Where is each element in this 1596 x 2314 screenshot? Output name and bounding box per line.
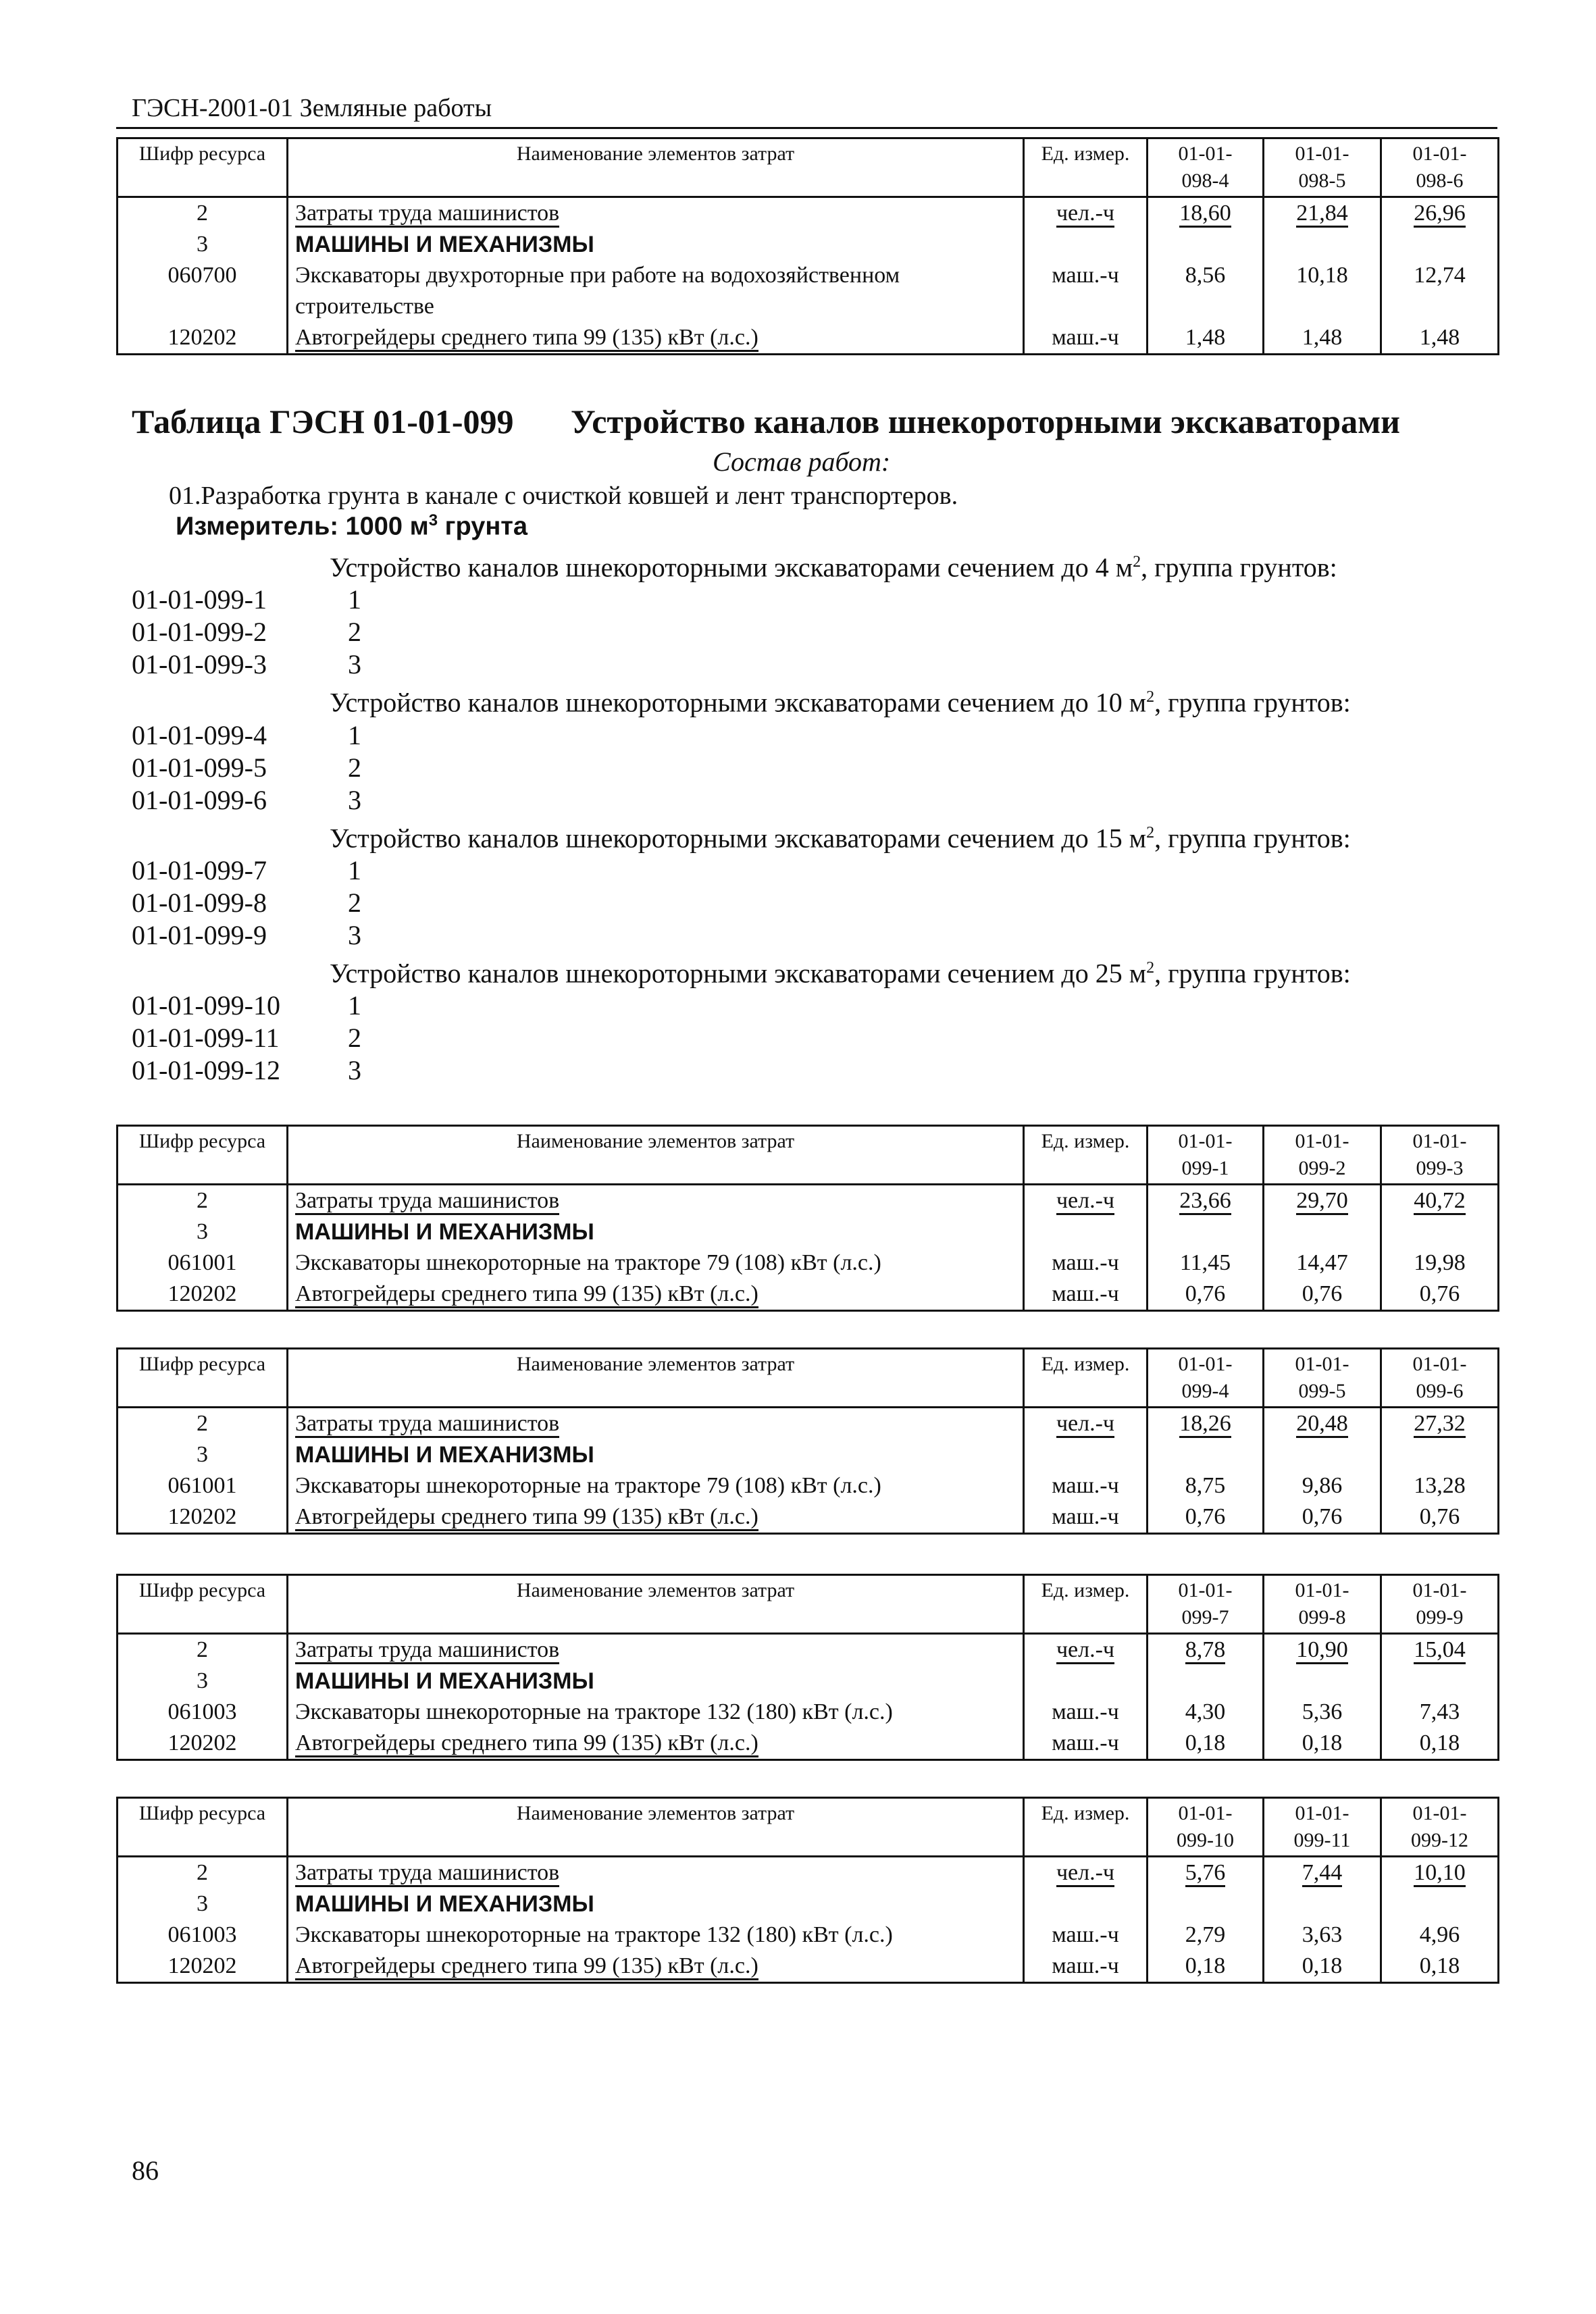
resource-unit: чел.-ч — [1024, 1185, 1148, 1217]
resource-unit: чел.-ч — [1024, 1857, 1148, 1889]
resource-value: 20,48 — [1264, 1408, 1381, 1440]
col-header-norm: 01-01- 099-12 — [1381, 1798, 1499, 1857]
col-header-name: Наименование элементов затрат — [288, 1349, 1024, 1408]
norm-code: 01-01-099-4 — [132, 719, 267, 750]
norm-code: 01-01-099-1 — [132, 584, 267, 615]
col-header-norm: 01-01- 099-1 — [1148, 1126, 1264, 1185]
col-header-code: Шифр ресурса — [118, 1349, 288, 1408]
table-header-row — [118, 138, 1499, 197]
resource-code: 060700 — [118, 260, 288, 322]
table-row — [118, 260, 1499, 322]
col-header-norm: 01-01- 099-9 — [1381, 1575, 1499, 1634]
labor-row — [118, 1857, 1499, 1889]
resource-unit: маш.-ч — [1024, 260, 1148, 322]
resource-code: 061001 — [118, 1248, 288, 1279]
resource-unit: чел.-ч — [1024, 1634, 1148, 1666]
meter-line: Измеритель: 1000 $м^3$ грунта — [176, 511, 528, 541]
col-header-norm: 01-01- 099-2 — [1264, 1126, 1381, 1185]
section-title: МАШИНЫ И МЕХАНИЗМЫ — [288, 1888, 1024, 1920]
resource-table — [116, 1347, 1499, 1535]
list-item — [132, 919, 1415, 952]
soil-group: 1 — [348, 990, 361, 1021]
resource-unit: маш.-ч — [1024, 1501, 1148, 1534]
resource-value: 0,76 — [1381, 1279, 1499, 1311]
col-header-name: Наименование элементов затрат — [288, 1798, 1024, 1857]
resource-name: Автогрейдеры среднего типа 99 (135) кВт (л.с.) — [288, 1728, 1024, 1760]
resource-name: Экскаваторы шнекороторные на тракторе 79 (108) кВт (л.с.) — [288, 1248, 1024, 1279]
resource-value: 10,10 — [1381, 1857, 1499, 1889]
section-row — [118, 1216, 1499, 1248]
norm-code: 01-01-099-9 — [132, 919, 267, 950]
list-item — [132, 719, 1415, 752]
resource-value: 7,43 — [1381, 1697, 1499, 1728]
resource-unit: маш.-ч — [1024, 1951, 1148, 1983]
col-header-norm: 01-01- 098-5 — [1264, 138, 1381, 197]
resource-unit: чел.-ч — [1024, 197, 1148, 230]
col-header-unit: Ед. измер. — [1024, 1349, 1148, 1408]
col-header-norm: 01-01- 099-6 — [1381, 1349, 1499, 1408]
list-item — [132, 616, 1415, 648]
resource-value: 9,86 — [1264, 1470, 1381, 1501]
table-row — [118, 1920, 1499, 1951]
table-row — [118, 1501, 1499, 1534]
resource-value: 0,18 — [1381, 1951, 1499, 1983]
list-item — [132, 584, 1415, 616]
resource-value: 27,32 — [1381, 1408, 1499, 1440]
group-heading: Устройство каналов шнекороторными экскаваторами сечением до 4 $м^2$, группа грунтов: — [330, 552, 1337, 583]
resource-value: 1,48 — [1381, 322, 1499, 355]
section-code: 3 — [118, 1216, 288, 1248]
table-name: Устройство каналов шнекороторными экскаваторами — [571, 403, 1400, 440]
list-item — [132, 854, 1415, 887]
resource-value: 5,76 — [1148, 1857, 1264, 1889]
norm-code: 01-01-099-5 — [132, 752, 267, 783]
resource-value: 0,18 — [1264, 1951, 1381, 1983]
resource-value: 14,47 — [1264, 1248, 1381, 1279]
resource-code: 2 — [118, 1857, 288, 1889]
list-item — [132, 784, 1415, 817]
resource-name: Затраты труда машинистов — [288, 197, 1024, 230]
resource-code: 120202 — [118, 322, 288, 355]
resource-value: 15,04 — [1381, 1634, 1499, 1666]
labor-row — [118, 1634, 1499, 1666]
resource-value: 2,79 — [1148, 1920, 1264, 1951]
resource-code: 120202 — [118, 1951, 288, 1983]
col-header-name: Наименование элементов затрат — [288, 1126, 1024, 1185]
col-header-code: Шифр ресурса — [118, 138, 288, 197]
col-header-norm: 01-01- 098-4 — [1148, 138, 1264, 197]
resource-value: 11,45 — [1148, 1248, 1264, 1279]
norm-code: 01-01-099-12 — [132, 1055, 280, 1086]
resource-value: 1,48 — [1148, 322, 1264, 355]
page-number: 86 — [132, 2155, 159, 2186]
col-header-unit: Ед. измер. — [1024, 1126, 1148, 1185]
col-header-norm: 01-01- 099-5 — [1264, 1349, 1381, 1408]
soil-group: 2 — [348, 617, 361, 648]
resource-name: Экскаваторы двухроторные при работе на водохозяйственном строительстве — [288, 260, 1024, 322]
col-header-code: Шифр ресурса — [118, 1575, 288, 1634]
norm-list — [132, 546, 1415, 1087]
labor-row — [118, 197, 1499, 230]
resource-value: 12,74 — [1381, 260, 1499, 322]
resource-value: 8,78 — [1148, 1634, 1264, 1666]
norm-code: 01-01-099-10 — [132, 990, 280, 1021]
resource-value: 10,90 — [1264, 1634, 1381, 1666]
soil-group: 3 — [348, 919, 361, 950]
norm-code: 01-01-099-6 — [132, 784, 267, 815]
resource-value: 0,76 — [1148, 1279, 1264, 1311]
col-header-norm: 01-01- 098-6 — [1381, 138, 1499, 197]
resource-unit: чел.-ч — [1024, 1408, 1148, 1440]
soil-group: 2 — [348, 887, 361, 918]
resource-unit: маш.-ч — [1024, 1470, 1148, 1501]
resource-code: 2 — [118, 1634, 288, 1666]
resource-code: 061003 — [118, 1697, 288, 1728]
resource-value: 5,36 — [1264, 1697, 1381, 1728]
resource-unit: маш.-ч — [1024, 322, 1148, 355]
resource-value: 40,72 — [1381, 1185, 1499, 1217]
soil-group: 2 — [348, 752, 361, 783]
col-header-norm: 01-01- 099-3 — [1381, 1126, 1499, 1185]
col-header-code: Шифр ресурса — [118, 1798, 288, 1857]
resource-table-098 — [116, 137, 1499, 355]
table-row — [118, 322, 1499, 355]
resource-code: 2 — [118, 1408, 288, 1440]
list-item — [132, 887, 1415, 919]
resource-code: 2 — [118, 1185, 288, 1217]
col-header-name: Наименование элементов затрат — [288, 138, 1024, 197]
list-item — [132, 752, 1415, 784]
resource-value: 7,44 — [1264, 1857, 1381, 1889]
group-heading: Устройство каналов шнекороторными экскаваторами сечением до 10 $м^2$, группа грунтов: — [330, 687, 1351, 718]
section-code: 3 — [118, 229, 288, 260]
norm-code: 01-01-099-7 — [132, 854, 267, 885]
running-title: ГЭСН-2001-01 Земляные работы — [132, 94, 492, 122]
table-header-row — [118, 1575, 1499, 1634]
table-row — [118, 1470, 1499, 1501]
section-title: МАШИНЫ И МЕХАНИЗМЫ — [288, 229, 1024, 260]
section-code: 3 — [118, 1666, 288, 1697]
resource-value: 18,26 — [1148, 1408, 1264, 1440]
col-header-unit: Ед. измер. — [1024, 138, 1148, 197]
col-header-norm: 01-01- 099-10 — [1148, 1798, 1264, 1857]
work-item: 01.Разработка грунта в канале с очисткой ковшей и лент транспортеров. — [169, 482, 958, 510]
col-header-unit: Ед. измер. — [1024, 1798, 1148, 1857]
norm-code: 01-01-099-2 — [132, 617, 267, 648]
section-row — [118, 1888, 1499, 1920]
resource-code: 120202 — [118, 1728, 288, 1760]
soil-group: 3 — [348, 649, 361, 680]
section-row — [118, 1439, 1499, 1470]
norm-code: 01-01-099-3 — [132, 649, 267, 680]
resource-value: 4,30 — [1148, 1697, 1264, 1728]
resource-value: 0,76 — [1381, 1501, 1499, 1534]
labor-row — [118, 1408, 1499, 1440]
group-heading: Устройство каналов шнекороторными экскаваторами сечением до 25 $м^2$, группа грунтов: — [330, 958, 1351, 989]
resource-name: Экскаваторы шнекороторные на тракторе 79 (108) кВт (л.с.) — [288, 1470, 1024, 1501]
resource-name: Затраты труда машинистов — [288, 1634, 1024, 1666]
section-row — [118, 229, 1499, 260]
resource-value: 3,63 — [1264, 1920, 1381, 1951]
resource-table — [116, 1574, 1499, 1761]
list-item — [132, 1022, 1415, 1054]
col-header-norm: 01-01- 099-8 — [1264, 1575, 1381, 1634]
resource-value: 0,18 — [1148, 1951, 1264, 1983]
col-header-norm: 01-01- 099-4 — [1148, 1349, 1264, 1408]
resource-code: 2 — [118, 197, 288, 230]
resource-code: 061003 — [118, 1920, 288, 1951]
resource-value: 8,75 — [1148, 1470, 1264, 1501]
list-item — [132, 648, 1415, 681]
labor-row — [118, 1185, 1499, 1217]
resource-code: 120202 — [118, 1501, 288, 1534]
section-title: МАШИНЫ И МЕХАНИЗМЫ — [288, 1439, 1024, 1470]
composition-heading: Состав работ: — [713, 446, 891, 477]
resource-unit: маш.-ч — [1024, 1728, 1148, 1760]
soil-group: 1 — [348, 584, 361, 615]
resource-name: Автогрейдеры среднего типа 99 (135) кВт (л.с.) — [288, 1279, 1024, 1311]
resource-value: 0,18 — [1264, 1728, 1381, 1760]
table-row — [118, 1279, 1499, 1311]
header-rule — [116, 127, 1497, 129]
soil-group: 2 — [348, 1023, 361, 1054]
soil-group: 1 — [348, 719, 361, 750]
resource-name: Автогрейдеры среднего типа 99 (135) кВт (л.с.) — [288, 1501, 1024, 1534]
soil-group: 3 — [348, 784, 361, 815]
table-row — [118, 1697, 1499, 1728]
table-row — [118, 1728, 1499, 1760]
resource-value: 10,18 — [1264, 260, 1381, 322]
col-header-name: Наименование элементов затрат — [288, 1575, 1024, 1634]
col-header-code: Шифр ресурса — [118, 1126, 288, 1185]
col-header-norm: 01-01- 099-11 — [1264, 1798, 1381, 1857]
resource-value: 0,76 — [1264, 1501, 1381, 1534]
resource-code: 061001 — [118, 1470, 288, 1501]
resource-value: 1,48 — [1264, 322, 1381, 355]
soil-group: 1 — [348, 854, 361, 885]
table-header-row — [118, 1126, 1499, 1185]
resource-unit: маш.-ч — [1024, 1279, 1148, 1311]
resource-value: 0,18 — [1381, 1728, 1499, 1760]
section-title: МАШИНЫ И МЕХАНИЗМЫ — [288, 1216, 1024, 1248]
resource-table — [116, 1125, 1499, 1312]
resource-value: 13,28 — [1381, 1470, 1499, 1501]
norm-code: 01-01-099-8 — [132, 887, 267, 918]
resource-value: 0,18 — [1148, 1728, 1264, 1760]
resource-unit: маш.-ч — [1024, 1697, 1148, 1728]
table-header-row — [118, 1798, 1499, 1857]
group-heading: Устройство каналов шнекороторными экскаваторами сечением до 15 $м^2$, группа грунтов: — [330, 822, 1351, 853]
resource-name: Затраты труда машинистов — [288, 1185, 1024, 1217]
resource-value: 18,60 — [1148, 197, 1264, 230]
resource-name: Затраты труда машинистов — [288, 1857, 1024, 1889]
resource-name: Экскаваторы шнекороторные на тракторе 132 (180) кВт (л.с.) — [288, 1697, 1024, 1728]
resource-value: 29,70 — [1264, 1185, 1381, 1217]
table-row — [118, 1951, 1499, 1983]
norm-code: 01-01-099-11 — [132, 1023, 280, 1054]
col-header-unit: Ед. измер. — [1024, 1575, 1148, 1634]
section-code: 3 — [118, 1439, 288, 1470]
resource-value: 26,96 — [1381, 197, 1499, 230]
resource-unit: маш.-ч — [1024, 1248, 1148, 1279]
table-title — [132, 402, 1400, 441]
col-header-norm: 01-01- 099-7 — [1148, 1575, 1264, 1634]
resource-code: 120202 — [118, 1279, 288, 1311]
resource-name: Экскаваторы шнекороторные на тракторе 132 (180) кВт (л.с.) — [288, 1920, 1024, 1951]
resource-value: 0,76 — [1148, 1501, 1264, 1534]
section-code: 3 — [118, 1888, 288, 1920]
resource-name: Автогрейдеры среднего типа 99 (135) кВт (л.с.) — [288, 1951, 1024, 1983]
resource-unit: маш.-ч — [1024, 1920, 1148, 1951]
resource-value: 19,98 — [1381, 1248, 1499, 1279]
resource-value: 21,84 — [1264, 197, 1381, 230]
table-row — [118, 1248, 1499, 1279]
soil-group: 3 — [348, 1055, 361, 1086]
table-number: Таблица ГЭСН 01-01-099 — [132, 403, 514, 440]
resource-value: 8,56 — [1148, 260, 1264, 322]
list-item — [132, 989, 1415, 1022]
list-item — [132, 1054, 1415, 1087]
section-title: МАШИНЫ И МЕХАНИЗМЫ — [288, 1666, 1024, 1697]
resource-value: 23,66 — [1148, 1185, 1264, 1217]
resource-value: 0,76 — [1264, 1279, 1381, 1311]
resource-name: Затраты труда машинистов — [288, 1408, 1024, 1440]
resource-name: Автогрейдеры среднего типа 99 (135) кВт (л.с.) — [288, 322, 1024, 355]
table-header-row — [118, 1349, 1499, 1408]
resource-value: 4,96 — [1381, 1920, 1499, 1951]
section-row — [118, 1666, 1499, 1697]
resource-table — [116, 1797, 1499, 1984]
